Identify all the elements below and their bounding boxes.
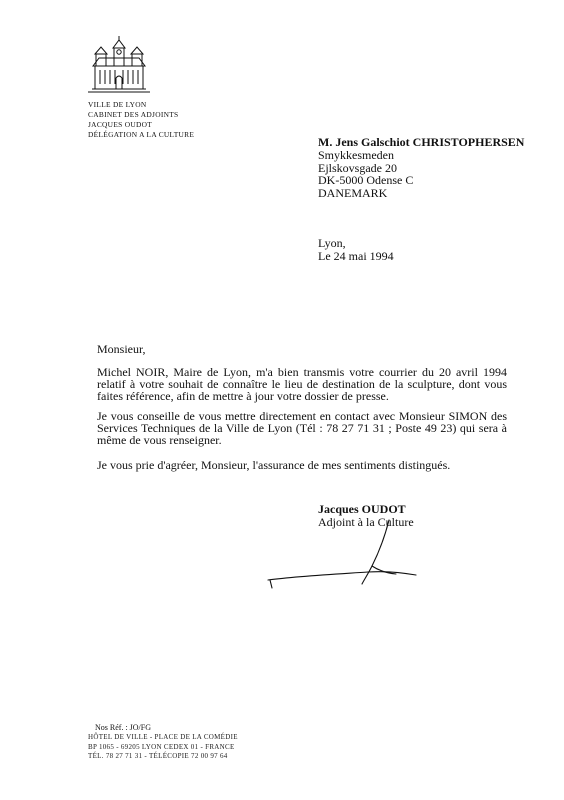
footer-line: HÔTEL DE VILLE - PLACE DE LA COMÉDIE xyxy=(88,733,238,741)
footer-line: BP 1065 - 69205 LYON CEDEX 01 - FRANCE xyxy=(88,742,235,751)
recipient-name: M. Jens Galschiot CHRISTOPHERSEN xyxy=(318,135,525,149)
handwritten-signature xyxy=(258,514,428,598)
recipient-line: DANEMARK xyxy=(318,186,388,201)
footer-line: TÉL. 78 27 71 31 - TÉLÉCOPIE 72 00 97 64 xyxy=(88,752,228,761)
place-date xyxy=(318,237,394,263)
sender-line-city: VILLE DE LYON xyxy=(88,100,147,109)
sender-line-delegation: DÉLÉGATION A LA CULTURE xyxy=(88,130,195,139)
recipient-address xyxy=(318,136,524,200)
sender-line-cabinet: CABINET DES ADJOINTS xyxy=(88,110,179,119)
recipient-line: Smykkesmeden xyxy=(318,147,394,162)
reference: Nos Réf. : JO/FG xyxy=(95,723,152,732)
signer-title: Adjoint à la Culture xyxy=(318,514,414,529)
city-hall-logo xyxy=(86,36,152,94)
recipient-line: Ejlskovsgade 20 xyxy=(318,160,397,175)
salutation: Monsieur, xyxy=(97,342,146,356)
body-paragraph-1: Michel NOIR, Maire de Lyon, m'a bien transmis votre courrier du 20 avril 1994 relatif à votre souhait de connaître le lieu de destination de la sculpture, dont vous faites référence, afin de mettre à jour votre dossier de presse. xyxy=(97,365,507,404)
signer-name: Jacques OUDOT xyxy=(318,502,406,516)
sender-block xyxy=(88,100,194,140)
recipient-line: DK-5000 Odense C xyxy=(318,173,414,188)
closing-paragraph: Je vous prie d'agréer, Monsieur, l'assurance de mes sentiments distingués. xyxy=(97,458,451,472)
body-paragraph-2: Je vous conseille de vous mettre directement en contact avec Monsieur SIMON des Services Techniques de la Ville de Lyon (Tél : 78 27 71 31 ; Poste 49 23) qui sera à même de vous renseigner. xyxy=(97,409,507,448)
footer-address xyxy=(88,733,238,762)
date: Le 24 mai 1994 xyxy=(318,248,394,263)
place: Lyon, xyxy=(318,236,346,250)
sender-line-name: JACQUES OUDOT xyxy=(88,120,153,129)
